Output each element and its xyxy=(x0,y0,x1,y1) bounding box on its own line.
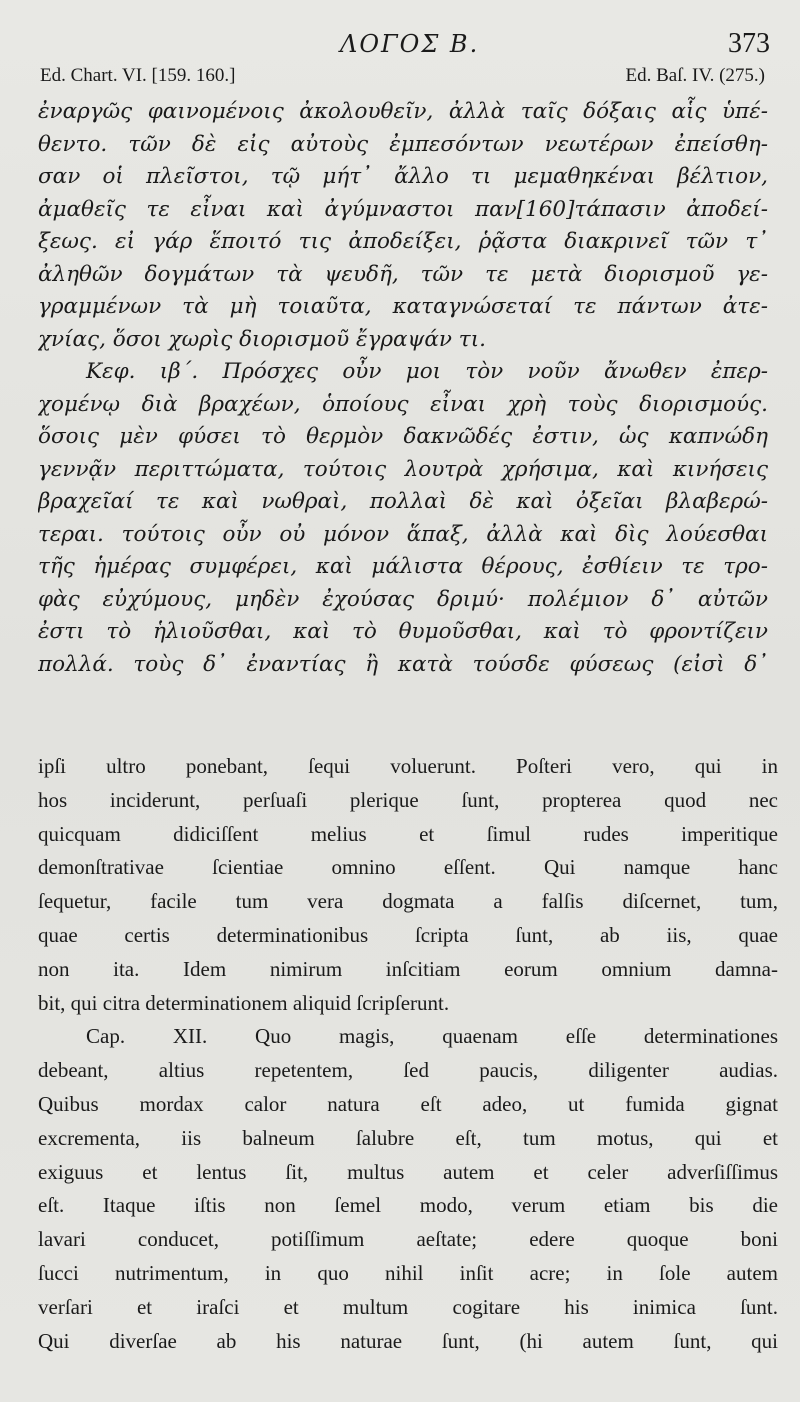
greek-line: σαν οἱ πλεῖστοι, τῷ μήτ᾽ ἄλλο τι μεμαθηκέναι βέλτιον, xyxy=(38,164,768,189)
greek-line: γεννᾷν περιττώματα, τούτοις λουτρὰ χρήσιμα, καὶ κινήσεις xyxy=(38,456,768,482)
running-head xyxy=(0,30,800,60)
greek-line: γραμμένων τὰ μὴ τοιαῦτα, καταγνώσεταί τε πάντων ἀτε- xyxy=(38,294,768,319)
latin-line: non ita. Idem nimirum inſcitiam eorum omnium damna- xyxy=(38,956,778,981)
greek-line: φὰς εὐχύμους, μηδὲν ἐχούσας δριμύ· πολέμιον δ᾽ αὐτῶν xyxy=(38,586,768,612)
greek-line: πολλά. τοὺς δ᾽ ἐναντίας ἢ κατὰ τούσδε φύσεως (εἰσὶ δ᾽ xyxy=(38,651,768,677)
edition-chartier: Ed. Chart. VI. [159. 160.] xyxy=(40,65,236,86)
latin-line: debeant, altius repetentem, ſed paucis, diligenter audias. xyxy=(38,1058,778,1083)
edition-basel: Ed. Baſ. IV. (275.) xyxy=(625,65,765,86)
latin-text xyxy=(38,750,778,1358)
latin-line: ſequetur, facile tum vera dogmata a falſis diſcernet, tum, xyxy=(38,889,778,914)
greek-line: χομένῳ διὰ βραχέων, ὁποίους εἶναι χρὴ τοὺς διορισμούς. xyxy=(38,391,768,417)
greek-line: ἐναργῶς φαινομένοις ἀκολουθεῖν, ἀλλὰ ταῖς δόξαις αἷς ὑπέ- xyxy=(38,99,768,124)
latin-line: ſucci nutrimentum, in quo nihil inſit acre; in ſole autem xyxy=(38,1260,778,1285)
latin-line: ipſi ultro ponebant, ſequi voluerunt. Poſteri vero, qui in xyxy=(38,754,778,778)
greek-line: ξεως. εἰ γάρ ἕποιτό τις ἀποδείξει, ῥᾷστα διακρινεῖ τῶν τ᾽ xyxy=(38,229,768,254)
latin-line: Quibus mordax calor natura eſt adeo, ut fumida gignat xyxy=(38,1091,778,1116)
greek-line: χνίας, ὅσοι χωρὶς διορισμοῦ ἔγραψάν τι. xyxy=(38,326,486,352)
greek-line: βραχεῖαί τε καὶ νωθραὶ, πολλαὶ δὲ καὶ ὀξεῖαι βλαβερώ- xyxy=(38,489,768,514)
latin-line: quae certis determinationibus ſcripta ſunt, ab iis, quae xyxy=(38,922,778,947)
latin-line: hos inciderunt, perſuaſi plerique ſunt, propterea quod nec xyxy=(38,787,778,812)
running-title: ΛΟΓΟΣ Β. xyxy=(340,30,480,58)
greek-line: ὅσοις μὲν φύσει τὸ θερμὸν δακνῶδές ἐστιν, ὡς καπνώδη xyxy=(38,424,768,449)
latin-line: exiguus et lentus ſit, multus autem et celer adverſiſſimus xyxy=(38,1159,778,1184)
greek-line: ἀληθῶν δογμάτων τὰ ψευδῆ, τῶν τε μετὰ διορισμοῦ γε- xyxy=(38,261,768,287)
latin-line: bit, qui citra determinationem aliquid ſcripſerunt. xyxy=(38,990,450,1015)
edition-line xyxy=(40,65,765,91)
latin-line: lavari conducet, potiſſimum aeſtate; edere quoque boni xyxy=(38,1227,778,1252)
latin-line: eſt. Itaque iſtis non ſemel modo, verum etiam bis die xyxy=(38,1193,778,1218)
page-number: 373 xyxy=(728,28,770,59)
greek-line: τεραι. τούτοις οὖν οὐ μόνον ἅπαξ, ἀλλὰ καὶ δὶς λούεσθαι xyxy=(38,521,768,547)
greek-line: ἀμαθεῖς τε εἶναι καὶ ἀγύμναστοι παν[160]τάπασιν ἀποδεί- xyxy=(38,196,768,222)
greek-text xyxy=(38,96,768,681)
latin-line: quicquam didiciſſent melius et ſimul rudes imperitique xyxy=(38,821,778,846)
greek-line: θεντο. τῶν δὲ εἰς αὐτοὺς ἐμπεσόντων νεωτέρων ἐπείσθη- xyxy=(38,131,768,157)
latin-line: verſari et iraſci et multum cogitare his inimica ſunt. xyxy=(38,1294,778,1319)
greek-line: τῆς ἡμέρας συμφέρει, καὶ μάλιστα θέρους, ἐσθίειν τε τρο- xyxy=(38,554,768,579)
latin-line: demonſtrativae ſcientiae omnino eſſent. Qui namque hanc xyxy=(38,855,778,880)
greek-chapter-start: Κεφ. ιβ΄. Πρόσχες οὖν μοι τὸν νοῦν ἄνωθεν ἐπερ- xyxy=(86,359,768,384)
latin-line: excrementa, iis balneum ſalubre eſt, tum motus, qui et xyxy=(38,1125,778,1150)
latin-chapter-start: Cap. XII. Quo magis, quaenam eſſe determinationes xyxy=(86,1024,778,1049)
latin-line: Qui diverſae ab his naturae ſunt, (hi autem ſunt, qui xyxy=(38,1328,778,1353)
greek-line: ἐστι τὸ ἡλιοῦσθαι, καὶ τὸ θυμοῦσθαι, καὶ τὸ φροντίζειν xyxy=(38,619,768,644)
